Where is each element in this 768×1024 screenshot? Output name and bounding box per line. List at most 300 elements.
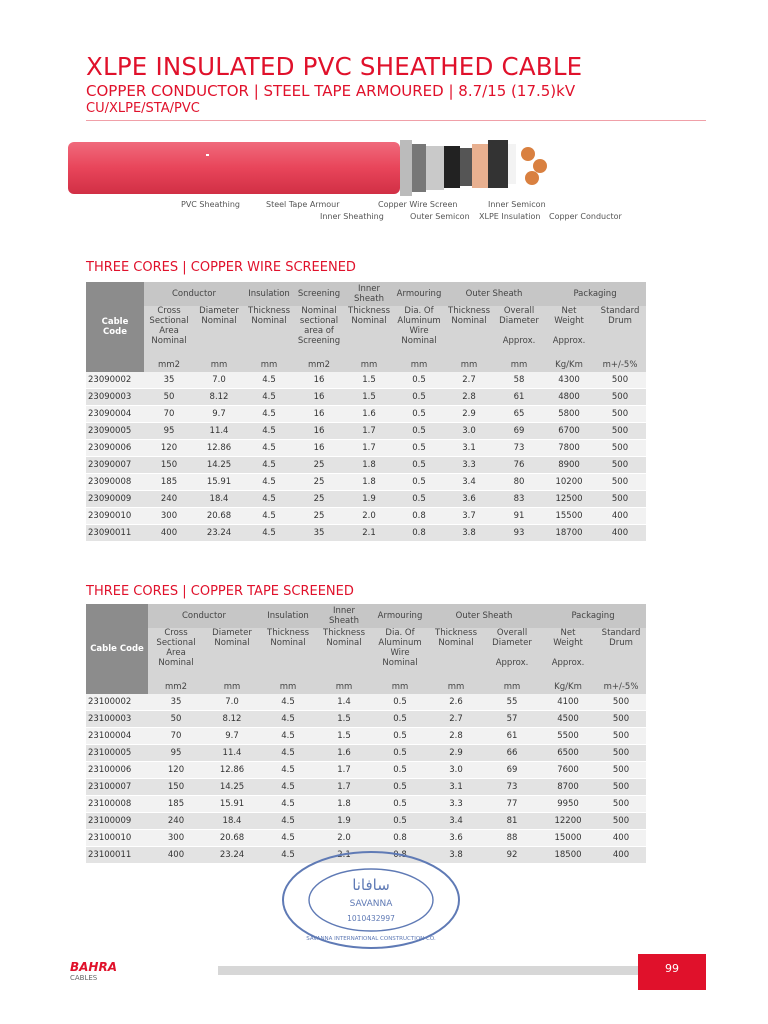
bahra-logo [70, 960, 117, 982]
table-cell: 500 [594, 457, 646, 474]
table-cell: 20.68 [204, 830, 260, 847]
table-cell: 120 [144, 440, 194, 457]
table-cell: 4.5 [244, 508, 294, 525]
group-header: Conductor [144, 282, 244, 306]
wire-screened-table [86, 282, 646, 542]
label-inner-semicon: Inner Semicon [488, 200, 546, 209]
table-cell: 150 [148, 779, 204, 796]
table-cell: 12.86 [194, 440, 244, 457]
table-cell: 15.91 [194, 474, 244, 491]
table-cell: 25 [294, 508, 344, 525]
table-cell: 69 [494, 423, 544, 440]
table-cell: 0.5 [394, 389, 444, 406]
table-cell: 12.86 [204, 762, 260, 779]
table-row [86, 728, 646, 745]
cable-code-cell: 23090009 [86, 491, 144, 508]
unit-header: mm [394, 360, 444, 372]
table-cell: 0.5 [372, 779, 428, 796]
cable-code-cell: 23090006 [86, 440, 144, 457]
unit-header: mm [494, 360, 544, 372]
table-cell: 4.5 [260, 796, 316, 813]
table-cell: 18500 [540, 847, 596, 864]
table-cell: 4.5 [244, 423, 294, 440]
page-number: 99 [638, 954, 706, 990]
group-header: Insulation [260, 604, 316, 628]
table-cell: 0.5 [394, 491, 444, 508]
table-cell: 2.9 [428, 745, 484, 762]
sub-header: Thickness Nominal [428, 628, 484, 682]
table-cell: 12200 [540, 813, 596, 830]
footer-bar [218, 966, 638, 975]
table-cell: 2.6 [428, 694, 484, 711]
table-cell: 25 [294, 491, 344, 508]
table-cell: 65 [494, 406, 544, 423]
table-row [86, 508, 646, 525]
table-cell: 500 [594, 491, 646, 508]
cable-type-code: CU/XLPE/STA/PVC [86, 101, 200, 116]
table-cell: 300 [144, 508, 194, 525]
sub-header: Standard Drum [596, 628, 646, 682]
table-cell: 1.4 [316, 694, 372, 711]
unit-header: m+/-5% [594, 360, 646, 372]
unit-header: mm [194, 360, 244, 372]
table-cell: 23.24 [204, 847, 260, 864]
table-cell: 1.7 [316, 762, 372, 779]
table-cell: 5800 [544, 406, 594, 423]
group-header: Packaging [540, 604, 646, 628]
table-cell: 25 [294, 457, 344, 474]
table-cell: 4.5 [244, 389, 294, 406]
sub-header: Standard Drum [594, 306, 646, 360]
group-header: Insulation [244, 282, 294, 306]
table-cell: 240 [148, 813, 204, 830]
table-cell: 16 [294, 440, 344, 457]
table-cell: 9.7 [194, 406, 244, 423]
unit-header: mm [344, 360, 394, 372]
table-cell: 500 [594, 423, 646, 440]
sub-header: Diameter Nominal [204, 628, 260, 682]
brand-sub: CABLES [70, 974, 98, 982]
table-cell: 4.5 [244, 491, 294, 508]
group-header: Inner Sheath [344, 282, 394, 306]
table-cell: 500 [596, 728, 646, 745]
cable-code-cell: 23090011 [86, 525, 144, 542]
cable-code-cell: 23100005 [86, 745, 148, 762]
table-cell: 14.25 [204, 779, 260, 796]
cable-code-cell: 23100004 [86, 728, 148, 745]
table-cell: 4.5 [260, 762, 316, 779]
cable-code-cell: 23100009 [86, 813, 148, 830]
table-cell: 3.8 [444, 525, 494, 542]
table-cell: 55 [484, 694, 540, 711]
sub-header: Dia. Of Aluminum Wire Nominal [372, 628, 428, 682]
table-cell: 500 [596, 796, 646, 813]
sub-header: Cross Sectional Area Nominal [144, 306, 194, 360]
table-cell: 15.91 [204, 796, 260, 813]
table-row [86, 813, 646, 830]
table-cell: 10200 [544, 474, 594, 491]
code-header: Cable Code [86, 604, 148, 694]
table-cell: 400 [596, 847, 646, 864]
table-cell: 0.5 [394, 440, 444, 457]
section1-title: THREE CORES | COPPER WIRE SCREENED [86, 260, 356, 275]
unit-header: mm [204, 682, 260, 694]
table-cell: 77 [484, 796, 540, 813]
table-cell: 61 [494, 389, 544, 406]
table-cell: 500 [596, 779, 646, 796]
table-cell: 83 [494, 491, 544, 508]
table-cell: 0.8 [372, 830, 428, 847]
table-cell: 91 [494, 508, 544, 525]
table-cell: 7.0 [194, 372, 244, 389]
table-cell: 0.8 [394, 508, 444, 525]
table-cell: 80 [494, 474, 544, 491]
table-cell: 400 [148, 847, 204, 864]
table-cell: 0.5 [372, 711, 428, 728]
unit-header: mm [428, 682, 484, 694]
table-cell: 8700 [540, 779, 596, 796]
sub-header: Thickness Nominal [244, 306, 294, 360]
unit-header: Kg/Km [544, 360, 594, 372]
table-cell: 20.68 [194, 508, 244, 525]
table-cell: 1.9 [316, 813, 372, 830]
table-cell: 500 [596, 745, 646, 762]
stamp-arabic-name: سافانا [352, 876, 390, 894]
table-cell: 1.5 [316, 711, 372, 728]
table-cell: 7.0 [204, 694, 260, 711]
table-cell: 2.0 [344, 508, 394, 525]
table-cell: 1.5 [344, 372, 394, 389]
table-cell: 0.5 [372, 813, 428, 830]
table-cell: 35 [294, 525, 344, 542]
table-cell: 16 [294, 406, 344, 423]
section2-title: THREE CORES | COPPER TAPE SCREENED [86, 584, 354, 599]
table-cell: 18.4 [194, 491, 244, 508]
table-cell: 9950 [540, 796, 596, 813]
table-row [86, 440, 646, 457]
cable-code-cell: 23100002 [86, 694, 148, 711]
table-cell: 3.1 [444, 440, 494, 457]
group-header: Armouring [394, 282, 444, 306]
tape-screened-table [86, 604, 646, 864]
sub-header: Net Weight Approx. [540, 628, 596, 682]
table-cell: 5500 [540, 728, 596, 745]
table-cell: 16 [294, 423, 344, 440]
table-cell: 3.4 [428, 813, 484, 830]
table-cell: 50 [148, 711, 204, 728]
unit-header: mm [244, 360, 294, 372]
table-cell: 1.5 [316, 728, 372, 745]
group-header: Outer Sheath [428, 604, 540, 628]
code-header: Cable Code [86, 282, 144, 372]
unit-header: mm2 [294, 360, 344, 372]
sub-header: Cross Sectional Area Nominal [148, 628, 204, 682]
cable-code-cell: 23100006 [86, 762, 148, 779]
table-cell: 0.5 [372, 694, 428, 711]
table-cell: 11.4 [204, 745, 260, 762]
table-cell: 120 [148, 762, 204, 779]
table-cell: 50 [144, 389, 194, 406]
table-cell: 150 [144, 457, 194, 474]
table-cell: 4.5 [260, 779, 316, 796]
table-row [86, 711, 646, 728]
table-cell: 4.5 [260, 711, 316, 728]
table-cell: 23.24 [194, 525, 244, 542]
group-header: Packaging [544, 282, 646, 306]
unit-header: mm [260, 682, 316, 694]
table-cell: 16 [294, 372, 344, 389]
cable-code-cell: 23090005 [86, 423, 144, 440]
table-cell: 185 [148, 796, 204, 813]
table-cell: 15000 [540, 830, 596, 847]
unit-header: mm2 [148, 682, 204, 694]
table-cell: 1.6 [344, 406, 394, 423]
table-row [86, 694, 646, 711]
table-cell: 73 [484, 779, 540, 796]
table-row [86, 762, 646, 779]
cable-code-cell: 23100003 [86, 711, 148, 728]
cable-code-cell: 23100011 [86, 847, 148, 864]
cable-code-cell: 23090002 [86, 372, 144, 389]
table-cell: 93 [494, 525, 544, 542]
table-cell: 1.8 [344, 457, 394, 474]
sub-header: Overall Diameter Approx. [494, 306, 544, 360]
table-cell: 2.8 [444, 389, 494, 406]
unit-header: mm [316, 682, 372, 694]
table-cell: 1.9 [344, 491, 394, 508]
table-cell: 500 [594, 474, 646, 491]
table-cell: 500 [594, 389, 646, 406]
table-cell: 66 [484, 745, 540, 762]
table-cell: 7800 [544, 440, 594, 457]
sub-header: Diameter Nominal [194, 306, 244, 360]
table-cell: 4.5 [244, 474, 294, 491]
cable-code-cell: 23090010 [86, 508, 144, 525]
table-cell: 35 [148, 694, 204, 711]
table-cell: 500 [594, 406, 646, 423]
table-row [86, 745, 646, 762]
table-cell: 500 [596, 762, 646, 779]
table-cell: 3.7 [444, 508, 494, 525]
table-row [86, 779, 646, 796]
table-cell: 58 [494, 372, 544, 389]
table-row [86, 406, 646, 423]
table-cell: 61 [484, 728, 540, 745]
unit-header: mm [372, 682, 428, 694]
label-outer-semicon: Outer Semicon [410, 212, 470, 221]
table-row [86, 474, 646, 491]
table-cell: 2.7 [428, 711, 484, 728]
table-cell: 15500 [544, 508, 594, 525]
table-cell: 0.5 [372, 796, 428, 813]
table-cell: 2.1 [316, 847, 372, 864]
table-cell: 1.8 [316, 796, 372, 813]
sub-header: Dia. Of Aluminum Wire Nominal [394, 306, 444, 360]
group-header: Screening [294, 282, 344, 306]
table-cell: 0.5 [394, 423, 444, 440]
table-row [86, 423, 646, 440]
cable-code-cell: 23090007 [86, 457, 144, 474]
table-cell: 0.5 [372, 762, 428, 779]
table-cell: 0.5 [394, 474, 444, 491]
table-cell: 4300 [544, 372, 594, 389]
table-cell: 9.7 [204, 728, 260, 745]
table-cell: 0.5 [394, 457, 444, 474]
cable-code-cell: 23100007 [86, 779, 148, 796]
table-cell: 1.8 [344, 474, 394, 491]
group-header: Conductor [148, 604, 260, 628]
label-steel-tape-armour: Steel Tape Armour [266, 200, 340, 209]
table-cell: 400 [594, 525, 646, 542]
table-row [86, 525, 646, 542]
label-copper-conductor: Copper Conductor [549, 212, 622, 221]
table-cell: 1.7 [316, 779, 372, 796]
table-cell: 4100 [540, 694, 596, 711]
table-cell: 69 [484, 762, 540, 779]
sub-header: Thickness Nominal [344, 306, 394, 360]
table-cell: 1.7 [344, 440, 394, 457]
table-cell: 16 [294, 389, 344, 406]
table-cell: 95 [148, 745, 204, 762]
sub-header: Thickness Nominal [444, 306, 494, 360]
table-cell: 3.0 [428, 762, 484, 779]
sub-header: Overall Diameter Approx. [484, 628, 540, 682]
table-cell: 1.6 [316, 745, 372, 762]
unit-header: Kg/Km [540, 682, 596, 694]
table-cell: 76 [494, 457, 544, 474]
cable-code-cell: 23090004 [86, 406, 144, 423]
table-cell: 11.4 [194, 423, 244, 440]
table-cell: 1.7 [344, 423, 394, 440]
sub-header: Net Weight Approx. [544, 306, 594, 360]
table-cell: 2.9 [444, 406, 494, 423]
table-cell: 4500 [540, 711, 596, 728]
table-cell: 500 [596, 711, 646, 728]
table-cell: 2.8 [428, 728, 484, 745]
table-cell: 2.7 [444, 372, 494, 389]
table-cell: 3.8 [428, 847, 484, 864]
table-cell: 4.5 [260, 694, 316, 711]
table-cell: 4.5 [260, 745, 316, 762]
table-cell: 185 [144, 474, 194, 491]
table-cell: 73 [494, 440, 544, 457]
table-cell: 8.12 [194, 389, 244, 406]
table-cell: 3.3 [444, 457, 494, 474]
table-cell: 3.1 [428, 779, 484, 796]
table-cell: 500 [596, 694, 646, 711]
table-cell: 4.5 [244, 372, 294, 389]
page-title: XLPE INSULATED PVC SHEATHED CABLE [86, 52, 583, 81]
table-cell: 4.5 [244, 457, 294, 474]
table-cell: 240 [144, 491, 194, 508]
table-row [86, 830, 646, 847]
cable-code-cell: 23100008 [86, 796, 148, 813]
table-cell: 25 [294, 474, 344, 491]
table-cell: 0.8 [372, 847, 428, 864]
table-row [86, 389, 646, 406]
label-xlpe-insulation: XLPE Insulation [479, 212, 541, 221]
table-cell: 70 [144, 406, 194, 423]
table-cell: 18.4 [204, 813, 260, 830]
table-cell: 1.5 [344, 389, 394, 406]
sub-header: Thickness Nominal [260, 628, 316, 682]
table-row [86, 491, 646, 508]
unit-header: mm2 [144, 360, 194, 372]
company-stamp [276, 846, 466, 954]
table-row [86, 457, 646, 474]
group-header: Outer Sheath [444, 282, 544, 306]
label-inner-sheathing: Inner Sheathing [320, 212, 384, 221]
stamp-name: SAVANNA [349, 899, 393, 909]
table-cell: 4.5 [260, 830, 316, 847]
brand-name: BAHRA [70, 960, 118, 974]
table-cell: 95 [144, 423, 194, 440]
table-cell: 18700 [544, 525, 594, 542]
table-cell: 2.1 [344, 525, 394, 542]
table-cell: 57 [484, 711, 540, 728]
table-cell: 400 [596, 830, 646, 847]
table-cell: 400 [144, 525, 194, 542]
table-cell: 6500 [540, 745, 596, 762]
table-cell: 0.5 [372, 745, 428, 762]
table-cell: 88 [484, 830, 540, 847]
table-cell: 4.5 [260, 728, 316, 745]
table-cell: 4800 [544, 389, 594, 406]
stamp-phone: 1010432997 [347, 914, 395, 923]
table-cell: 0.8 [394, 525, 444, 542]
table-cell: 500 [596, 813, 646, 830]
table-cell: 14.25 [194, 457, 244, 474]
label-pvc-sheathing: PVC Sheathing [181, 200, 240, 209]
cable-code-cell: 23100010 [86, 830, 148, 847]
table-cell: 4.5 [260, 847, 316, 864]
table-cell: 3.6 [444, 491, 494, 508]
stamp-org: SAVANNA INTERNATIONAL CONSTRUCTION CO. [306, 936, 436, 942]
table-row [86, 372, 646, 389]
table-cell: 3.3 [428, 796, 484, 813]
group-header: Armouring [372, 604, 428, 628]
cable-code-cell: 23090003 [86, 389, 144, 406]
table-cell: 2.0 [316, 830, 372, 847]
table-cell: 400 [594, 508, 646, 525]
table-cell: 7600 [540, 762, 596, 779]
table-cell: 500 [594, 372, 646, 389]
page-subtitle: COPPER CONDUCTOR | STEEL TAPE ARMOURED | 8.7/15 (17.5)kV [86, 82, 576, 100]
table-cell: 8.12 [204, 711, 260, 728]
table-cell: 0.5 [394, 372, 444, 389]
table-cell: 8900 [544, 457, 594, 474]
table-cell: 0.5 [394, 406, 444, 423]
table-cell: 70 [148, 728, 204, 745]
unit-header: mm [444, 360, 494, 372]
unit-header: mm [484, 682, 540, 694]
table-cell: 4.5 [244, 525, 294, 542]
table-cell: 0.5 [372, 728, 428, 745]
table-cell: 4.5 [244, 440, 294, 457]
unit-header: m+/-5% [596, 682, 646, 694]
table-cell: 92 [484, 847, 540, 864]
table-cell: 500 [594, 440, 646, 457]
table-row [86, 796, 646, 813]
table-cell: 3.6 [428, 830, 484, 847]
table-cell: 35 [144, 372, 194, 389]
table-cell: 4.5 [244, 406, 294, 423]
table-cell: 300 [148, 830, 204, 847]
cable-code-cell: 23090008 [86, 474, 144, 491]
table-cell: 3.0 [444, 423, 494, 440]
sub-header: Thickness Nominal [316, 628, 372, 682]
table-cell: 6700 [544, 423, 594, 440]
